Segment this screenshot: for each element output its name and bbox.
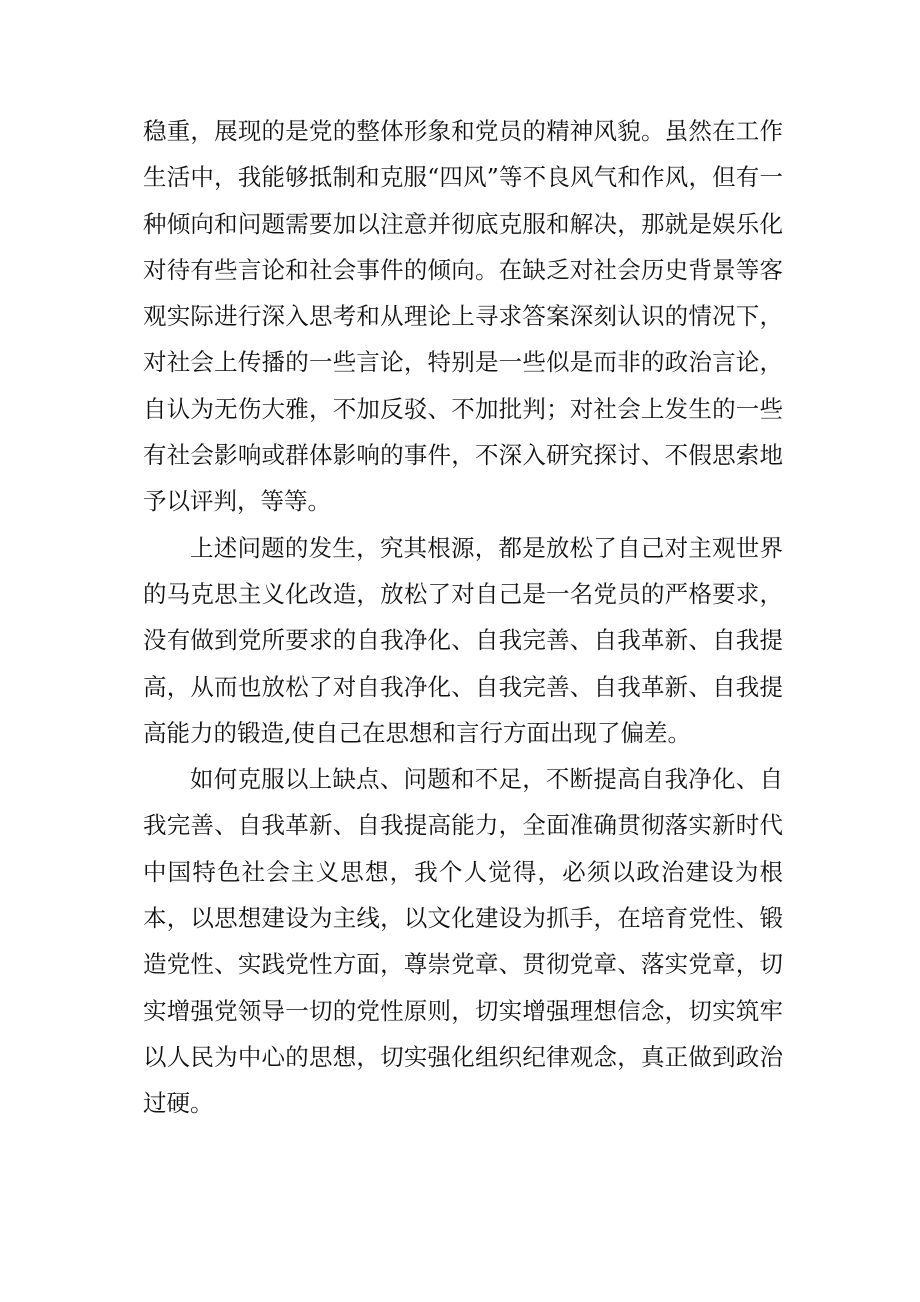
document-body: [143, 108, 783, 1127]
paragraph-3: 如何克服以上缺点、问题和不足，不断提高自我净化、自我完善、自我革新、自我提高能力，全面准确贯彻落实新时代中国特色社会主义思想，我个人觉得，必须以政治建设为根本，以思想建设为主线，以文化建设为抓手，在培育党性、锻造党性、实践党性方面，尊崇党章、贯彻党章、落实党章，切实增强党领导一切的党性原则，切实增强理想信念，切实筑牢以人民为中心的思想，切实强化组织纪律观念，真正做到政治过硬。: [143, 765, 783, 1118]
paragraph-2: 上述问题的发生，究其根源，都是放松了自己对主观世界的马克思主义化改造，放松了对自己是一名党员的严格要求，没有做到党所要求的自我净化、自我完善、自我革新、自我提高，从而也放松了对自我净化、自我完善、自我革新、自我提高能力的锻造,使自己在思想和言行方面出现了偏差。: [143, 533, 783, 747]
paragraph-1: 稳重，展现的是党的整体形象和党员的精神风貌。虽然在工作生活中，我能够抵制和克服“四风”等不良风气和作风，但有一种倾向和问题需要加以注意并彻底克服和解决，那就是娱乐化对待有些言论和社会事件的倾向。在缺乏对社会历史背景等客观实际进行深入思考和从理论上寻求答案深刻认识的情况下，对社会上传播的一些言论，特别是一些似是而非的政治言论，自认为无伤大雅，不加反驳、不加批判；对社会上发生的一些有社会影响或群体影响的事件，不深入研究探讨、不假思索地予以评判，等等。: [143, 117, 783, 516]
